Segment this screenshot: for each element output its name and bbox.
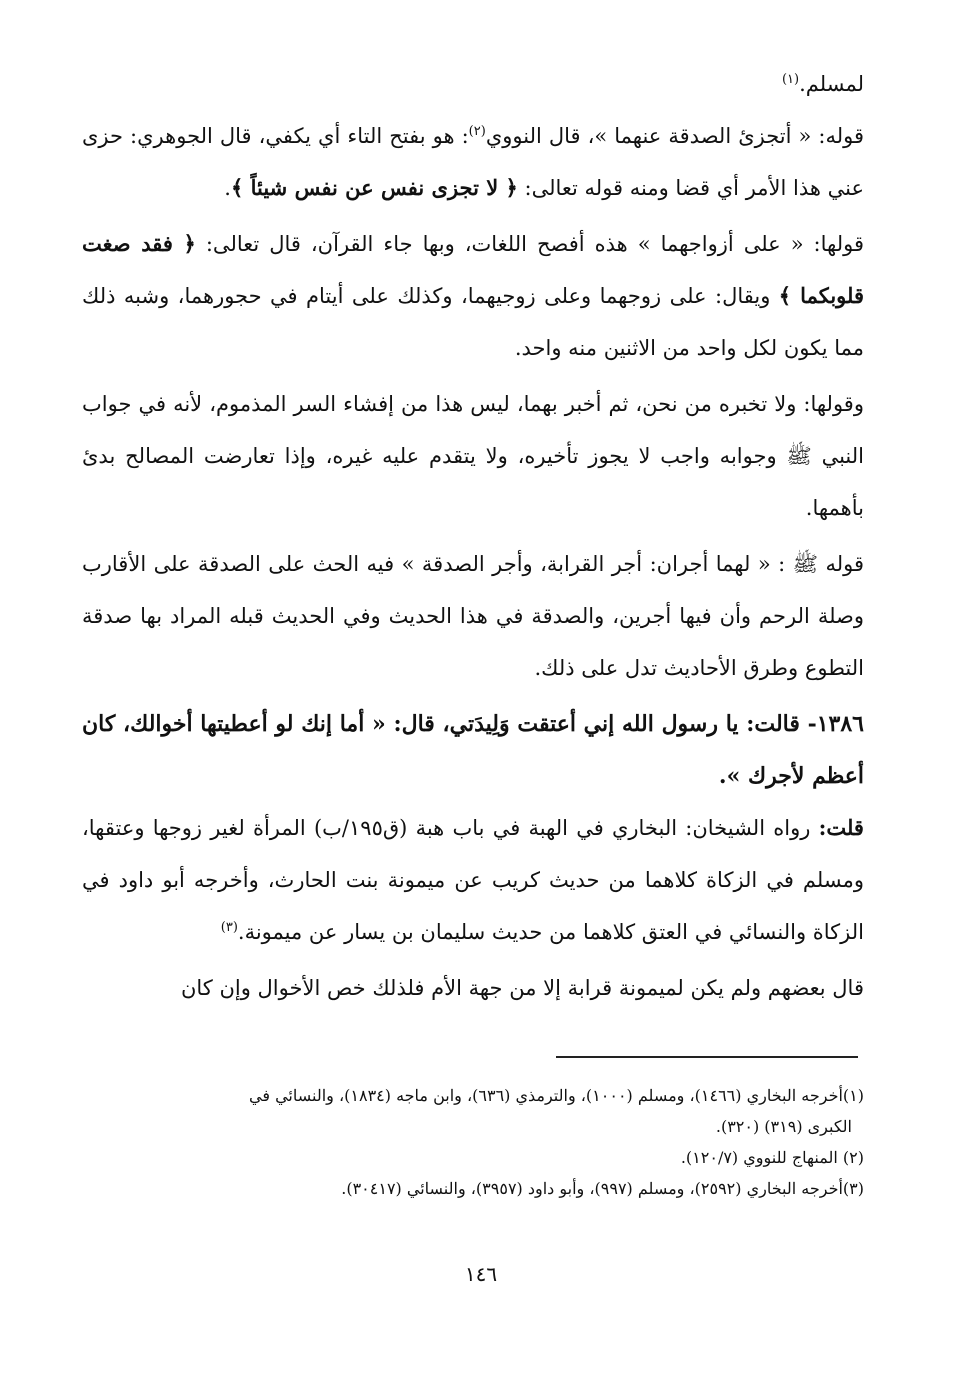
footnote-1-continued — [82, 1111, 864, 1142]
paragraph-4: قوله ﷺ : « لهما أجران: أجر القرابة، وأجر الصدقة » فيه الحث على الصدقة على الأقارب وصلة الرحم وأن فيها أجرين، والصدقة في هذا الحديث وفي الحديث قبله المراد بها صدقة التطوع وطرق الأحاديث تدل على ذلك. — [82, 552, 864, 680]
paragraph-5-text: رواه الشيخان: البخاري في الهبة في باب هبة (ق١٩٥/ب) المرأة لغير زوجها وعتقها، ومسلم في الزكاة كلاهما من حديث كريب عن ميمونة بنت الحارث، وأخرجه أبو داود في الزكاة والنسائي في العتق كلاهما من حديث سليمان بن يسار عن ميمونة. — [82, 816, 864, 944]
footnote-2-line-1: (٢) المنهاج للنووي (١٢٠/٧). — [680, 1148, 864, 1167]
footnote-1-line-2: الكبرى (٣١٩) (٣٢٠). — [715, 1117, 852, 1136]
paragraph-1-text-a: قوله: « أتجزئ الصدقة عنهما »، قال النووي — [485, 124, 865, 148]
page-body — [82, 58, 864, 1014]
paragraph-2-text-b: ويقال: على زوجهما وعلى زوجيهما، وكذلك على أيتام في حجورهما، وشبه ذلك مما يكون لكل واحد من الاثنين منه واحد. — [82, 284, 864, 360]
footnote-2 — [82, 1142, 864, 1173]
footnotes — [82, 1080, 864, 1204]
paragraph-2-text-a: قولها: « على أزواجهما » هذه أفصح اللغات، وبها جاء القرآن، قال تعالى: — [195, 232, 864, 256]
hadith-1386: ١٣٨٦- قالت: يا رسول الله إني أعتقت وَلِيدَتي، قال: « أما إنك لو أعطيتها أخوالك، كان أعظم لأجرك ». — [82, 711, 864, 789]
paragraph-5-label: قلت: — [818, 815, 864, 840]
footnote-ref-1: (١) — [781, 72, 800, 87]
footnote-divider — [556, 1056, 858, 1058]
page-number: ١٤٦ — [464, 1262, 498, 1286]
paragraph-3: وقولها: ولا تخبره من نحن، ثم أخبر بهما، ليس هذا من إفشاء السر المذموم، لأنه في جواب النبي ﷺ وجوابه واجب لا يجوز تأخيره، ولا يتقدم عليه غيره، وإذا تعارضت المصالح بدئ بأهمها. — [82, 392, 864, 520]
paragraph-1-end: . — [224, 176, 231, 200]
footnote-3 — [82, 1173, 864, 1204]
paragraph-1-text-b: : هو بفتح التاء أي يكفي، قال الجوهري: حزى عني هذا الأمر أي قضا ومنه قوله تعالى: — [82, 124, 864, 200]
carryover-text: لمسلم. — [799, 72, 864, 96]
quran-quote-1: ﴿ لا تجزى نفس عن نفس شيئاً ﴾ — [230, 175, 518, 200]
paragraph-6: قال بعضهم ولم يكن لميمونة قرابة إلا من جهة الأم فلذلك خص الأخوال وإن كان — [180, 976, 864, 1000]
paragraph-5 — [82, 802, 864, 958]
footnote-ref-3: (٣) — [220, 920, 238, 935]
footnote-3-line-1: (٣)أخرجه البخاري (٢٥٩٢)، ومسلم (٩٩٧)، وأبو داود (٣٩٥٧)، والنسائي (٣٠٤١٧). — [341, 1179, 864, 1198]
footnote-ref-2: (٢) — [468, 124, 486, 139]
paragraph-2 — [82, 218, 864, 374]
carryover-line — [82, 58, 864, 110]
footnote-1 — [82, 1080, 864, 1111]
paragraph-1 — [82, 110, 864, 214]
footnote-1-line-1: (١)أخرجه البخاري (١٤٦٦)، ومسلم (١٠٠٠)، والترمذي (٦٣٦)، وابن ماجه (١٨٣٤)، والنسائي في — [249, 1086, 864, 1105]
quran-quote-2: ﴿ فقد صغت قلوبكما ﴾ — [82, 231, 865, 308]
